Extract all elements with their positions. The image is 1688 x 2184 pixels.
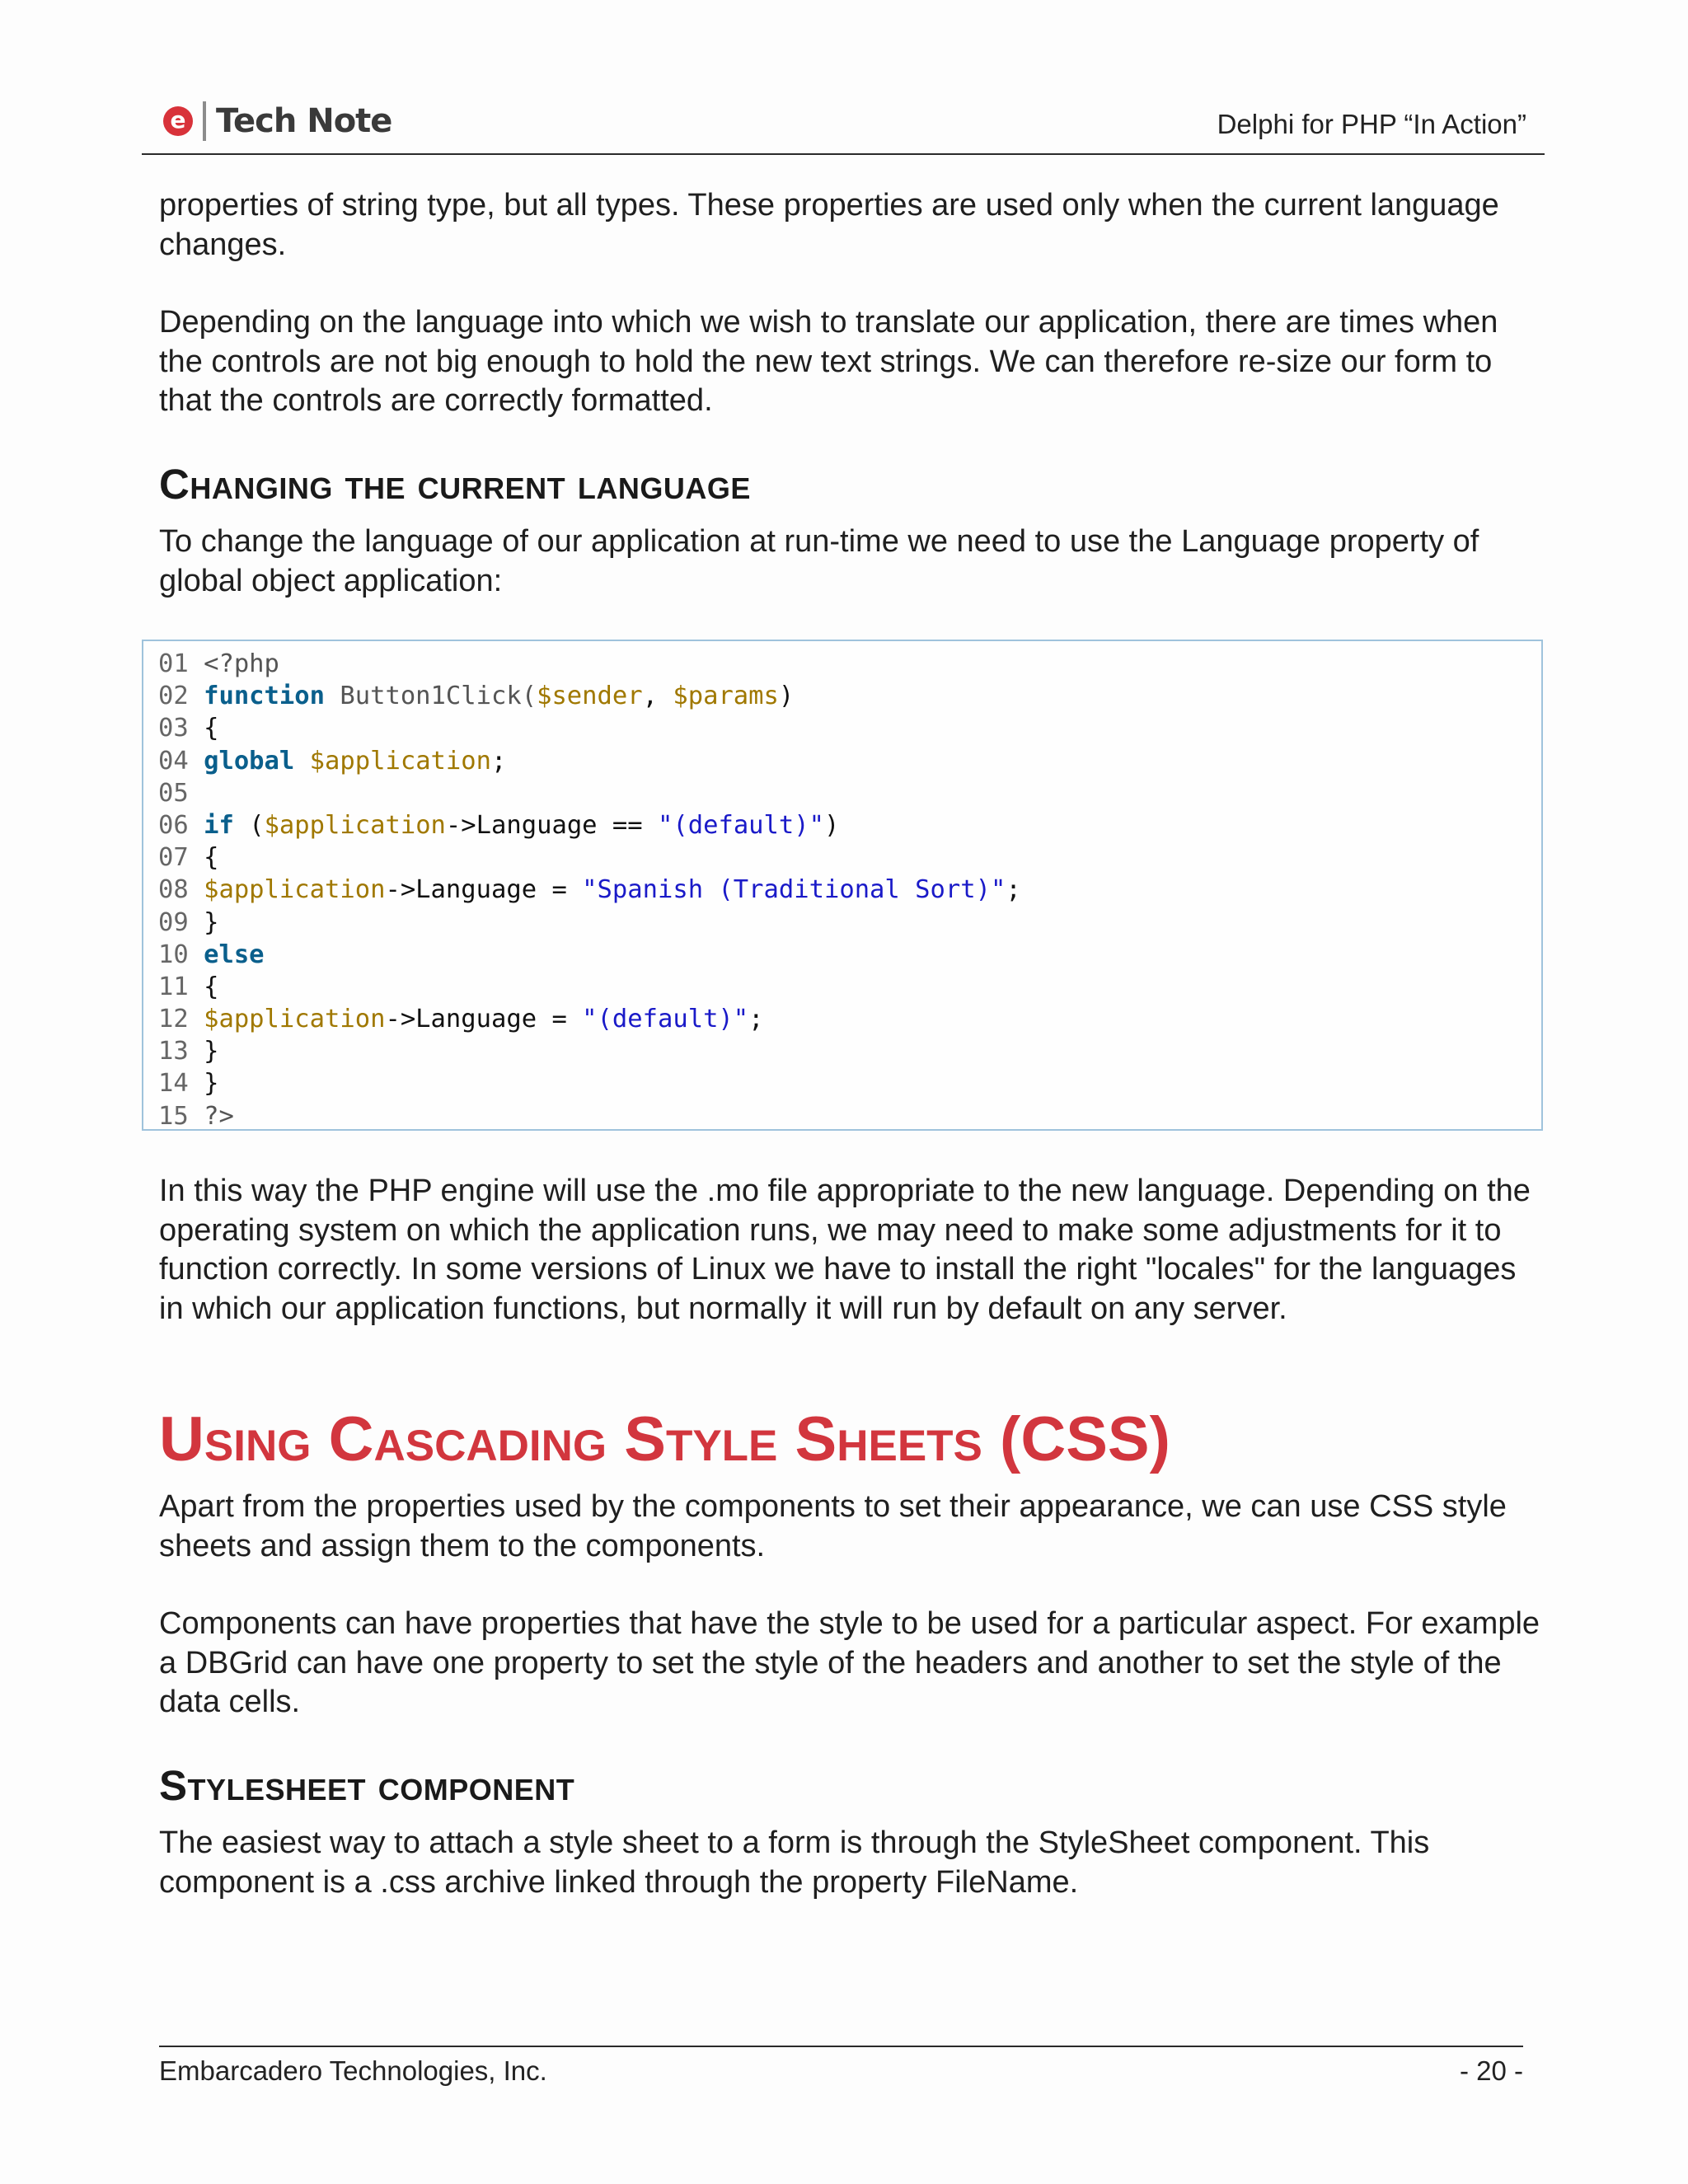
code-line-number: 14 xyxy=(158,1069,204,1099)
code-line-number: 07 xyxy=(158,843,204,873)
code-line xyxy=(143,1067,1541,1099)
code-token: ; xyxy=(1006,875,1021,905)
code-line xyxy=(143,907,1541,939)
paragraph-resize-controls: Depending on the language into which we wish to translate our application, there are times when the controls are not big enough to hold the new text strings. We can therefore re-size our form to that the controls are correctly formatted. xyxy=(159,305,1498,418)
code-line-number: 05 xyxy=(158,778,189,808)
paragraph-css-intro: Apart from the properties used by the components to set their appearance, we can use CSS style sheets and assign them to the components. xyxy=(159,1489,1507,1563)
code-token: $application xyxy=(264,810,446,840)
code-line xyxy=(143,777,1541,809)
paragraph-mo-file: In this way the PHP engine will use the .mo file appropriate to the new language. Depending on the operating system on which the application runs, we may need to make some adjustments for it to function correctly. In some versions of Linux we have to install the right "locales" for the languages in which our application functions, but normally it will run by default on any server. xyxy=(159,1174,1531,1326)
code-token: ; xyxy=(748,1005,764,1034)
code-token: $params xyxy=(673,682,779,711)
code-line-number: 08 xyxy=(158,875,204,905)
page-header xyxy=(142,97,1545,155)
code-line xyxy=(143,874,1541,906)
page-number: - 20 - xyxy=(1459,2055,1523,2086)
paragraph-component-styles: Components can have properties that have the style to be used for a particular aspect. For example a DBGrid can have one property to set the style of the headers and another to set the style of the data cells. xyxy=(159,1606,1540,1719)
code-token: } xyxy=(204,1069,219,1099)
code-token: function xyxy=(204,682,325,711)
code-line xyxy=(143,1035,1541,1067)
code-token: "(default)" xyxy=(658,810,824,840)
code-token: ) xyxy=(824,810,840,840)
code-line xyxy=(143,1003,1541,1035)
code-line-number: 15 xyxy=(158,1101,204,1131)
code-line-number: 01 xyxy=(158,649,204,678)
code-token: "Spanish (Traditional Sort)" xyxy=(582,875,1006,905)
code-token: { xyxy=(204,843,219,873)
code-line-number: 12 xyxy=(158,1005,204,1034)
code-token: global xyxy=(204,746,295,776)
code-line-number: 03 xyxy=(158,714,204,743)
code-token: ->Language = xyxy=(385,1005,583,1034)
code-line xyxy=(143,841,1541,874)
code-line xyxy=(143,809,1541,841)
code-line xyxy=(143,1100,1541,1132)
code-line-number: 04 xyxy=(158,746,204,776)
code-line-number: 11 xyxy=(158,972,204,1001)
heading-changing-language: Changing the current language xyxy=(159,461,751,508)
code-token: } xyxy=(204,1037,219,1066)
code-block xyxy=(142,640,1543,1131)
tech-note-logo xyxy=(163,101,392,142)
page-footer xyxy=(159,2046,1523,2098)
code-line xyxy=(143,648,1541,680)
embarcadero-e-icon: e xyxy=(163,106,193,136)
code-line xyxy=(143,712,1541,744)
code-line xyxy=(143,939,1541,971)
paragraph-string-properties: properties of string type, but all types. These properties are used only when the current language changes. xyxy=(159,188,1499,262)
code-token: { xyxy=(204,714,219,743)
document-title: Delphi for PHP “In Action” xyxy=(1217,109,1526,139)
code-line-number: 10 xyxy=(158,940,204,969)
code-token: ; xyxy=(491,746,507,776)
paragraph-change-language: To change the language of our application at run-time we need to use the Language property of global object application: xyxy=(159,524,1479,598)
code-line-number: 13 xyxy=(158,1037,204,1066)
code-token: ->Language = xyxy=(385,875,583,905)
paragraph-stylesheet: The easiest way to attach a style sheet to a form is through the StyleSheet component. This component is a .css archive linked through the property FileName. xyxy=(159,1825,1430,1900)
code-token: else xyxy=(204,940,265,969)
footer-company: Embarcadero Technologies, Inc. xyxy=(159,2055,547,2086)
logo-text: Tech Note xyxy=(216,102,392,140)
code-token: } xyxy=(204,907,219,937)
code-token: $sender xyxy=(537,682,643,711)
code-line xyxy=(143,971,1541,1003)
code-token: <?php xyxy=(204,649,279,678)
code-token: , xyxy=(642,682,673,711)
code-token: if xyxy=(204,810,234,840)
code-token: "(default)" xyxy=(582,1005,749,1034)
code-token xyxy=(294,747,309,776)
code-token: ?> xyxy=(204,1101,234,1131)
code-line xyxy=(143,680,1541,712)
code-line xyxy=(143,745,1541,777)
code-token: $application xyxy=(204,1005,386,1034)
code-token: $application xyxy=(204,875,386,905)
code-line-number: 09 xyxy=(158,907,204,937)
code-token: { xyxy=(204,972,219,1001)
code-token: ( xyxy=(233,810,265,840)
code-token: ->Language == xyxy=(445,810,658,840)
logo-divider xyxy=(203,101,206,141)
code-token: $application xyxy=(309,746,492,776)
code-line-number: 02 xyxy=(158,682,204,711)
heading-stylesheet-component: Stylesheet component xyxy=(159,1762,575,1809)
code-token: ) xyxy=(778,682,795,711)
code-line-number: 06 xyxy=(158,810,204,840)
code-token: Button1Click( xyxy=(325,682,537,711)
heading-using-css: Using Cascading Style Sheets (CSS) xyxy=(159,1404,1170,1474)
